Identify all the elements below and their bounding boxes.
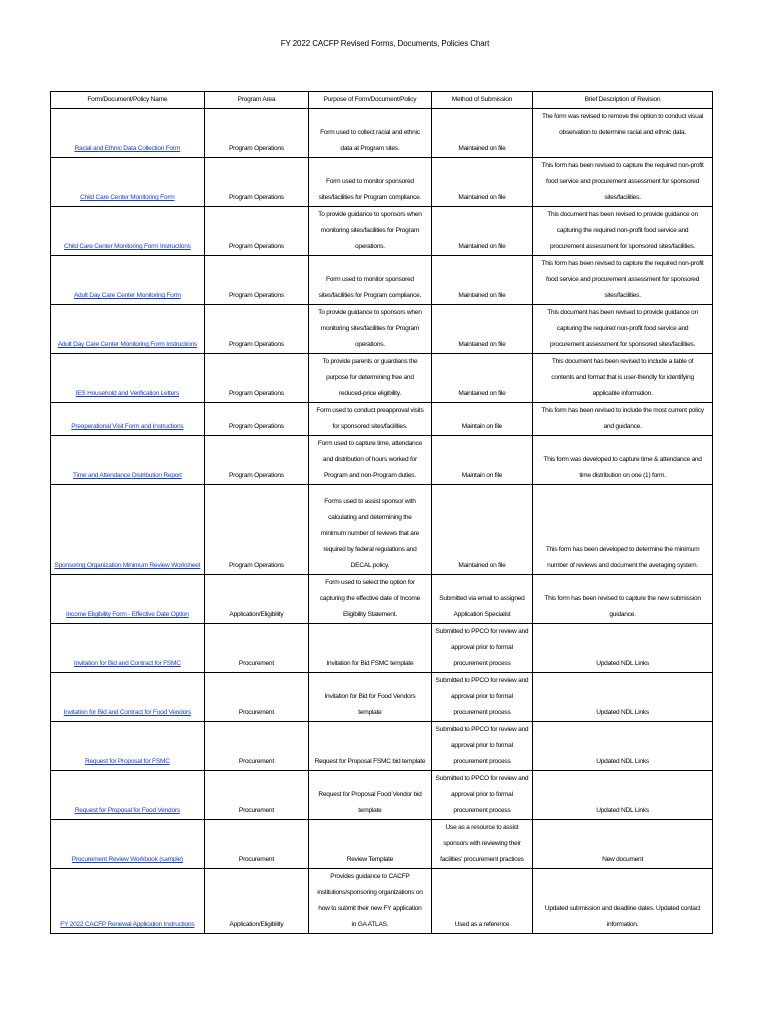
cell-description-line: This form has been revised to capture the required non-profit — [541, 162, 704, 169]
cell-purpose-line: data at Program sites. — [340, 145, 400, 152]
cell-method-line: Maintained on file — [458, 292, 506, 299]
table-row — [51, 575, 713, 624]
document-link[interactable]: Invitation for Bid and Contract for Food Vendors — [63, 709, 191, 716]
table-row — [51, 436, 713, 485]
table-row — [51, 820, 713, 869]
cell-method — [431, 109, 532, 158]
table-row — [51, 207, 713, 256]
cell-purpose — [309, 158, 432, 207]
cell-method — [431, 158, 532, 207]
table-row — [51, 624, 713, 673]
cell-purpose-line: sites/facilities for Program compliance. — [318, 194, 422, 201]
cell-name — [51, 436, 205, 485]
cell-method-line: approval prior to formal — [451, 791, 513, 798]
cell-description — [533, 575, 713, 624]
cell-purpose-line: for sponsored sites/facilities. — [332, 423, 408, 430]
header-row — [51, 92, 713, 109]
cell-name — [51, 624, 205, 673]
cell-description-line: This form has been revised to capture the new submission — [544, 595, 701, 602]
cell-program-area: Application/Eligibility — [204, 869, 308, 934]
cell-purpose-line: reduced-price eligibility. — [338, 390, 401, 397]
cell-description-line: capturing the required non-profit food service and — [556, 227, 689, 234]
cell-description-line: applicable information. — [592, 390, 653, 397]
cell-purpose-line: Form used to monitor sponsored — [326, 276, 414, 283]
header-method: Method of Submission — [431, 92, 532, 109]
cell-purpose-line: Request for Proposal FSMC bid template — [314, 758, 426, 765]
cell-method-line: Submitted to PPCO for review and — [435, 628, 529, 635]
cell-method — [431, 575, 532, 624]
cell-method — [431, 256, 532, 305]
cell-purpose — [309, 673, 432, 722]
table-row — [51, 256, 713, 305]
cell-purpose-line: Form used to collect racial and ethnic — [320, 129, 420, 136]
table-row — [51, 403, 713, 436]
cell-purpose — [309, 354, 432, 403]
page-title: FY 2022 CACFP Revised Forms, Documents, Policies Chart — [280, 39, 490, 48]
cell-purpose-line: Review Template — [346, 856, 394, 863]
header-program-area: Program Area — [204, 92, 308, 109]
cell-purpose — [309, 109, 432, 158]
cell-method-line: Submitted to PPCO for review and — [435, 726, 529, 733]
cell-program-area: Application/Eligibility — [204, 575, 308, 624]
table-row — [51, 722, 713, 771]
document-link[interactable]: Request for Proposal for FSMC — [84, 758, 170, 765]
cell-description-line: capturing the required non-profit food service and — [556, 325, 689, 332]
cell-purpose-line: Eligibility Statement. — [342, 611, 397, 618]
cell-method-line: approval prior to formal — [451, 644, 513, 651]
cell-purpose-line: and distribution of hours worked for — [322, 456, 417, 463]
document-link[interactable]: Preoperational Visit Form and Instructions — [71, 423, 184, 430]
cell-program-area: Program Operations — [204, 109, 308, 158]
cell-method-line: Maintain on file — [461, 423, 503, 430]
cell-description-line: Updated submission and deadline dates. Updated contact — [544, 905, 701, 912]
cell-program-area: Procurement — [204, 722, 308, 771]
cell-method-line: Maintain on file — [461, 472, 503, 479]
cell-method — [431, 305, 532, 354]
cell-method — [431, 820, 532, 869]
cell-purpose — [309, 624, 432, 673]
cell-program-area: Program Operations — [204, 436, 308, 485]
cell-description — [533, 256, 713, 305]
table-row — [51, 305, 713, 354]
cell-name — [51, 485, 205, 575]
cell-method — [431, 403, 532, 436]
cell-description-line: procurement assessment for sponsored sites/facilities. — [549, 341, 696, 348]
cell-description-line: Updated NDL Links — [596, 660, 649, 667]
cell-name — [51, 575, 205, 624]
cell-description — [533, 820, 713, 869]
cell-program-area: Program Operations — [204, 354, 308, 403]
cell-method-line: procurement process — [453, 807, 511, 814]
cell-purpose — [309, 305, 432, 354]
cell-description-line: food service and procurement assessment for sponsored — [546, 276, 700, 283]
cell-method-line: facilities' procurement practices — [440, 856, 524, 863]
document-link[interactable]: Invitation for Bid and Contract for FSMC — [73, 660, 181, 667]
cell-program-area: Procurement — [204, 673, 308, 722]
table-row — [51, 485, 713, 575]
cell-method-line: Maintained on file — [458, 243, 506, 250]
cell-purpose-line: To provide parents or guardians the — [322, 358, 418, 365]
cell-description-line: Updated NDL Links — [596, 709, 649, 716]
cell-program-area: Program Operations — [204, 207, 308, 256]
cell-method-line: Submitted to PPCO for review and — [435, 775, 529, 782]
cell-program-area: Procurement — [204, 624, 308, 673]
cell-description — [533, 722, 713, 771]
cell-purpose-line: operations. — [354, 243, 385, 250]
cell-purpose — [309, 485, 432, 575]
cell-name — [51, 256, 205, 305]
cell-description-line: number of reviews and document the averaging system. — [547, 562, 698, 569]
cell-program-area: Program Operations — [204, 485, 308, 575]
cell-method-line: Used as a reference — [454, 921, 510, 928]
cell-program-area: Program Operations — [204, 158, 308, 207]
cell-description-line: New document — [602, 856, 644, 863]
cell-method-line: Use as a resource to assist — [445, 824, 519, 831]
document-link[interactable]: Request for Proposal for Food Vendors — [74, 807, 180, 814]
cell-purpose-line: how to submit their new FY application — [318, 905, 422, 912]
cell-description-line: and guidance. — [603, 423, 642, 430]
cell-purpose — [309, 403, 432, 436]
cell-method-line: Maintained on file — [458, 341, 506, 348]
cell-purpose-line: Invitation for Bid for Food Vendors — [324, 693, 416, 700]
revisions-table — [50, 91, 713, 934]
cell-program-area: Program Operations — [204, 256, 308, 305]
document-link[interactable]: Time and Attendance Distribution Report — [72, 472, 182, 479]
table-row — [51, 771, 713, 820]
cell-description — [533, 207, 713, 256]
cell-description — [533, 485, 713, 575]
document-link[interactable]: Sponsoring Organization Minimum Review Worksheet — [54, 562, 201, 569]
cell-name — [51, 305, 205, 354]
document-link[interactable]: Procurement Review Workbook (sample) — [71, 856, 183, 863]
cell-description — [533, 771, 713, 820]
cell-description — [533, 624, 713, 673]
cell-method-line: procurement process — [453, 758, 511, 765]
header-description: Brief Description of Revision — [533, 92, 713, 109]
cell-name — [51, 722, 205, 771]
cell-description-line: This form has been revised to include the most current policy — [541, 407, 704, 414]
cell-purpose-line: Form used to conduct preapproval visits — [316, 407, 424, 414]
cell-description-line: observation to determine racial and ethnic data. — [559, 129, 687, 136]
cell-name — [51, 207, 205, 256]
cell-purpose-line: Form used to monitor sponsored — [326, 178, 414, 185]
cell-description-line: Updated NDL Links — [596, 758, 649, 765]
cell-purpose — [309, 820, 432, 869]
cell-description — [533, 673, 713, 722]
cell-method — [431, 869, 532, 934]
cell-method-line: Submitted via email to assigned — [439, 595, 525, 602]
cell-purpose-line: calculating and determining the — [328, 514, 412, 521]
cell-purpose-line: institutions/sponsoring organizations on — [317, 889, 423, 896]
cell-purpose-line: minimum number of reviews that are — [320, 530, 419, 537]
document-link[interactable]: Racial and Ethnic Data Collection Form — [74, 145, 181, 152]
cell-name — [51, 673, 205, 722]
cell-purpose-line: required by federal regulations and — [323, 546, 417, 553]
document-link[interactable]: Child Care Center Monitoring Form — [80, 194, 175, 201]
cell-method-line: approval prior to formal — [451, 742, 513, 749]
cell-description — [533, 869, 713, 934]
cell-purpose-line: Invitation for Bid FSMC template — [326, 660, 414, 667]
header-purpose: Purpose of Form/Document/Policy — [309, 92, 432, 109]
cell-description-line: procurement assessment for sponsored sites/facilities. — [549, 243, 696, 250]
cell-description — [533, 109, 713, 158]
table-row — [51, 354, 713, 403]
cell-name — [51, 820, 205, 869]
cell-description-line: contents and format that is user-friendly for identifying — [551, 374, 694, 381]
table-row — [51, 158, 713, 207]
cell-method — [431, 673, 532, 722]
cell-purpose-line: DECAL policy. — [350, 562, 390, 569]
cell-purpose — [309, 575, 432, 624]
table-row — [51, 869, 713, 934]
cell-method-line: approval prior to formal — [451, 693, 513, 700]
cell-method-line: Maintained on file — [458, 194, 506, 201]
cell-purpose-line: capturing the effective date of Income — [319, 595, 421, 602]
cell-description-line: time distribution on one (1) form. — [579, 472, 666, 479]
cell-purpose — [309, 207, 432, 256]
cell-purpose-line: purpose for determining free and — [326, 374, 414, 381]
table-row — [51, 109, 713, 158]
cell-purpose-line: Request for Proposal Food Vendor bid — [318, 791, 422, 798]
cell-method — [431, 354, 532, 403]
cell-description-line: sites/facilities. — [604, 292, 641, 299]
cell-description-line: Updated NDL Links — [596, 807, 649, 814]
cell-purpose-line: monitoring sites/facilities for Program — [320, 325, 420, 332]
cell-purpose-line: template — [358, 709, 382, 716]
cell-purpose — [309, 722, 432, 771]
cell-description — [533, 403, 713, 436]
cell-program-area: Procurement — [204, 771, 308, 820]
cell-method-line: sponsors with reviewing their — [443, 840, 521, 847]
cell-description-line: This document has been revised to provide guidance on — [547, 211, 698, 218]
document-link[interactable]: IES Household and Verification Letters — [75, 390, 180, 397]
cell-description-line: This document has been revised to provide guidance on — [547, 309, 698, 316]
cell-program-area: Program Operations — [204, 305, 308, 354]
cell-method — [431, 722, 532, 771]
cell-method-line: procurement process — [453, 709, 511, 716]
document-link[interactable]: Income Eligibility Form - Effective Date Option — [66, 611, 189, 618]
cell-purpose-line: Provides guidance to CACFP — [330, 873, 410, 880]
cell-method — [431, 436, 532, 485]
cell-method-line: Maintained on file — [458, 390, 506, 397]
cell-name — [51, 354, 205, 403]
cell-method — [431, 624, 532, 673]
cell-description-line: food service and procurement assessment for sponsored — [546, 178, 700, 185]
cell-description — [533, 354, 713, 403]
cell-program-area: Program Operations — [204, 403, 308, 436]
cell-purpose-line: To provide guidance to sponsors when — [318, 309, 422, 316]
cell-description-line: sites/facilities. — [604, 194, 641, 201]
cell-method-line: Submitted to PPCO for review and — [435, 677, 529, 684]
cell-description-line: This form was developed to capture time & attendance and — [543, 456, 702, 463]
header-name: Form/Document/Policy Name — [51, 92, 205, 109]
cell-name — [51, 869, 205, 934]
cell-description — [533, 305, 713, 354]
document-link[interactable]: Adult Day Care Center Monitoring Form Instructions — [57, 341, 197, 348]
cell-purpose — [309, 256, 432, 305]
cell-method-line: Application Specialist — [453, 611, 511, 618]
document-link[interactable]: Child Care Center Monitoring Form Instructions — [64, 243, 191, 250]
document-link[interactable]: FY 2022 CACFP Renewal Application Instructions — [60, 921, 195, 928]
cell-method — [431, 771, 532, 820]
cell-method — [431, 485, 532, 575]
document-link[interactable]: Adult Day Care Center Monitoring Form — [73, 292, 181, 299]
cell-purpose — [309, 869, 432, 934]
cell-program-area: Procurement — [204, 820, 308, 869]
cell-purpose-line: Program and non-Program duties. — [323, 472, 416, 479]
cell-purpose — [309, 771, 432, 820]
cell-description-line: This form has been revised to capture the required non-profit — [541, 260, 704, 267]
cell-purpose-line: Forms used to assist sponsor with — [324, 498, 416, 505]
cell-purpose — [309, 436, 432, 485]
cell-purpose-line: Form used to select the option for — [325, 579, 415, 586]
cell-method — [431, 207, 532, 256]
cell-purpose-line: monitoring sites/facilities for Program — [320, 227, 420, 234]
cell-description-line: This form has been developed to determine the minimum — [545, 546, 700, 553]
cell-description — [533, 158, 713, 207]
table-row — [51, 673, 713, 722]
cell-purpose-line: Form used to capture time, attendance — [317, 440, 422, 447]
cell-description-line: guidance. — [609, 611, 636, 618]
cell-purpose-line: To provide guidance to sponsors when — [318, 211, 422, 218]
cell-method-line: Maintained on file — [458, 562, 506, 569]
cell-purpose-line: sites/facilities for Program compliance. — [318, 292, 422, 299]
cell-name — [51, 109, 205, 158]
cell-name — [51, 403, 205, 436]
cell-method-line: procurement process — [453, 660, 511, 667]
cell-description-line: The form was revised to remove the option to conduct visual — [541, 113, 704, 120]
cell-name — [51, 158, 205, 207]
cell-purpose-line: in GA ATLAS. — [351, 921, 389, 928]
cell-description-line: information. — [606, 921, 639, 928]
cell-name — [51, 771, 205, 820]
cell-description — [533, 436, 713, 485]
cell-purpose-line: operations. — [354, 341, 385, 348]
cell-purpose-line: template — [358, 807, 382, 814]
cell-method-line: Maintained on file — [458, 145, 506, 152]
cell-description-line: This document has been revised to include a table of — [551, 358, 694, 365]
